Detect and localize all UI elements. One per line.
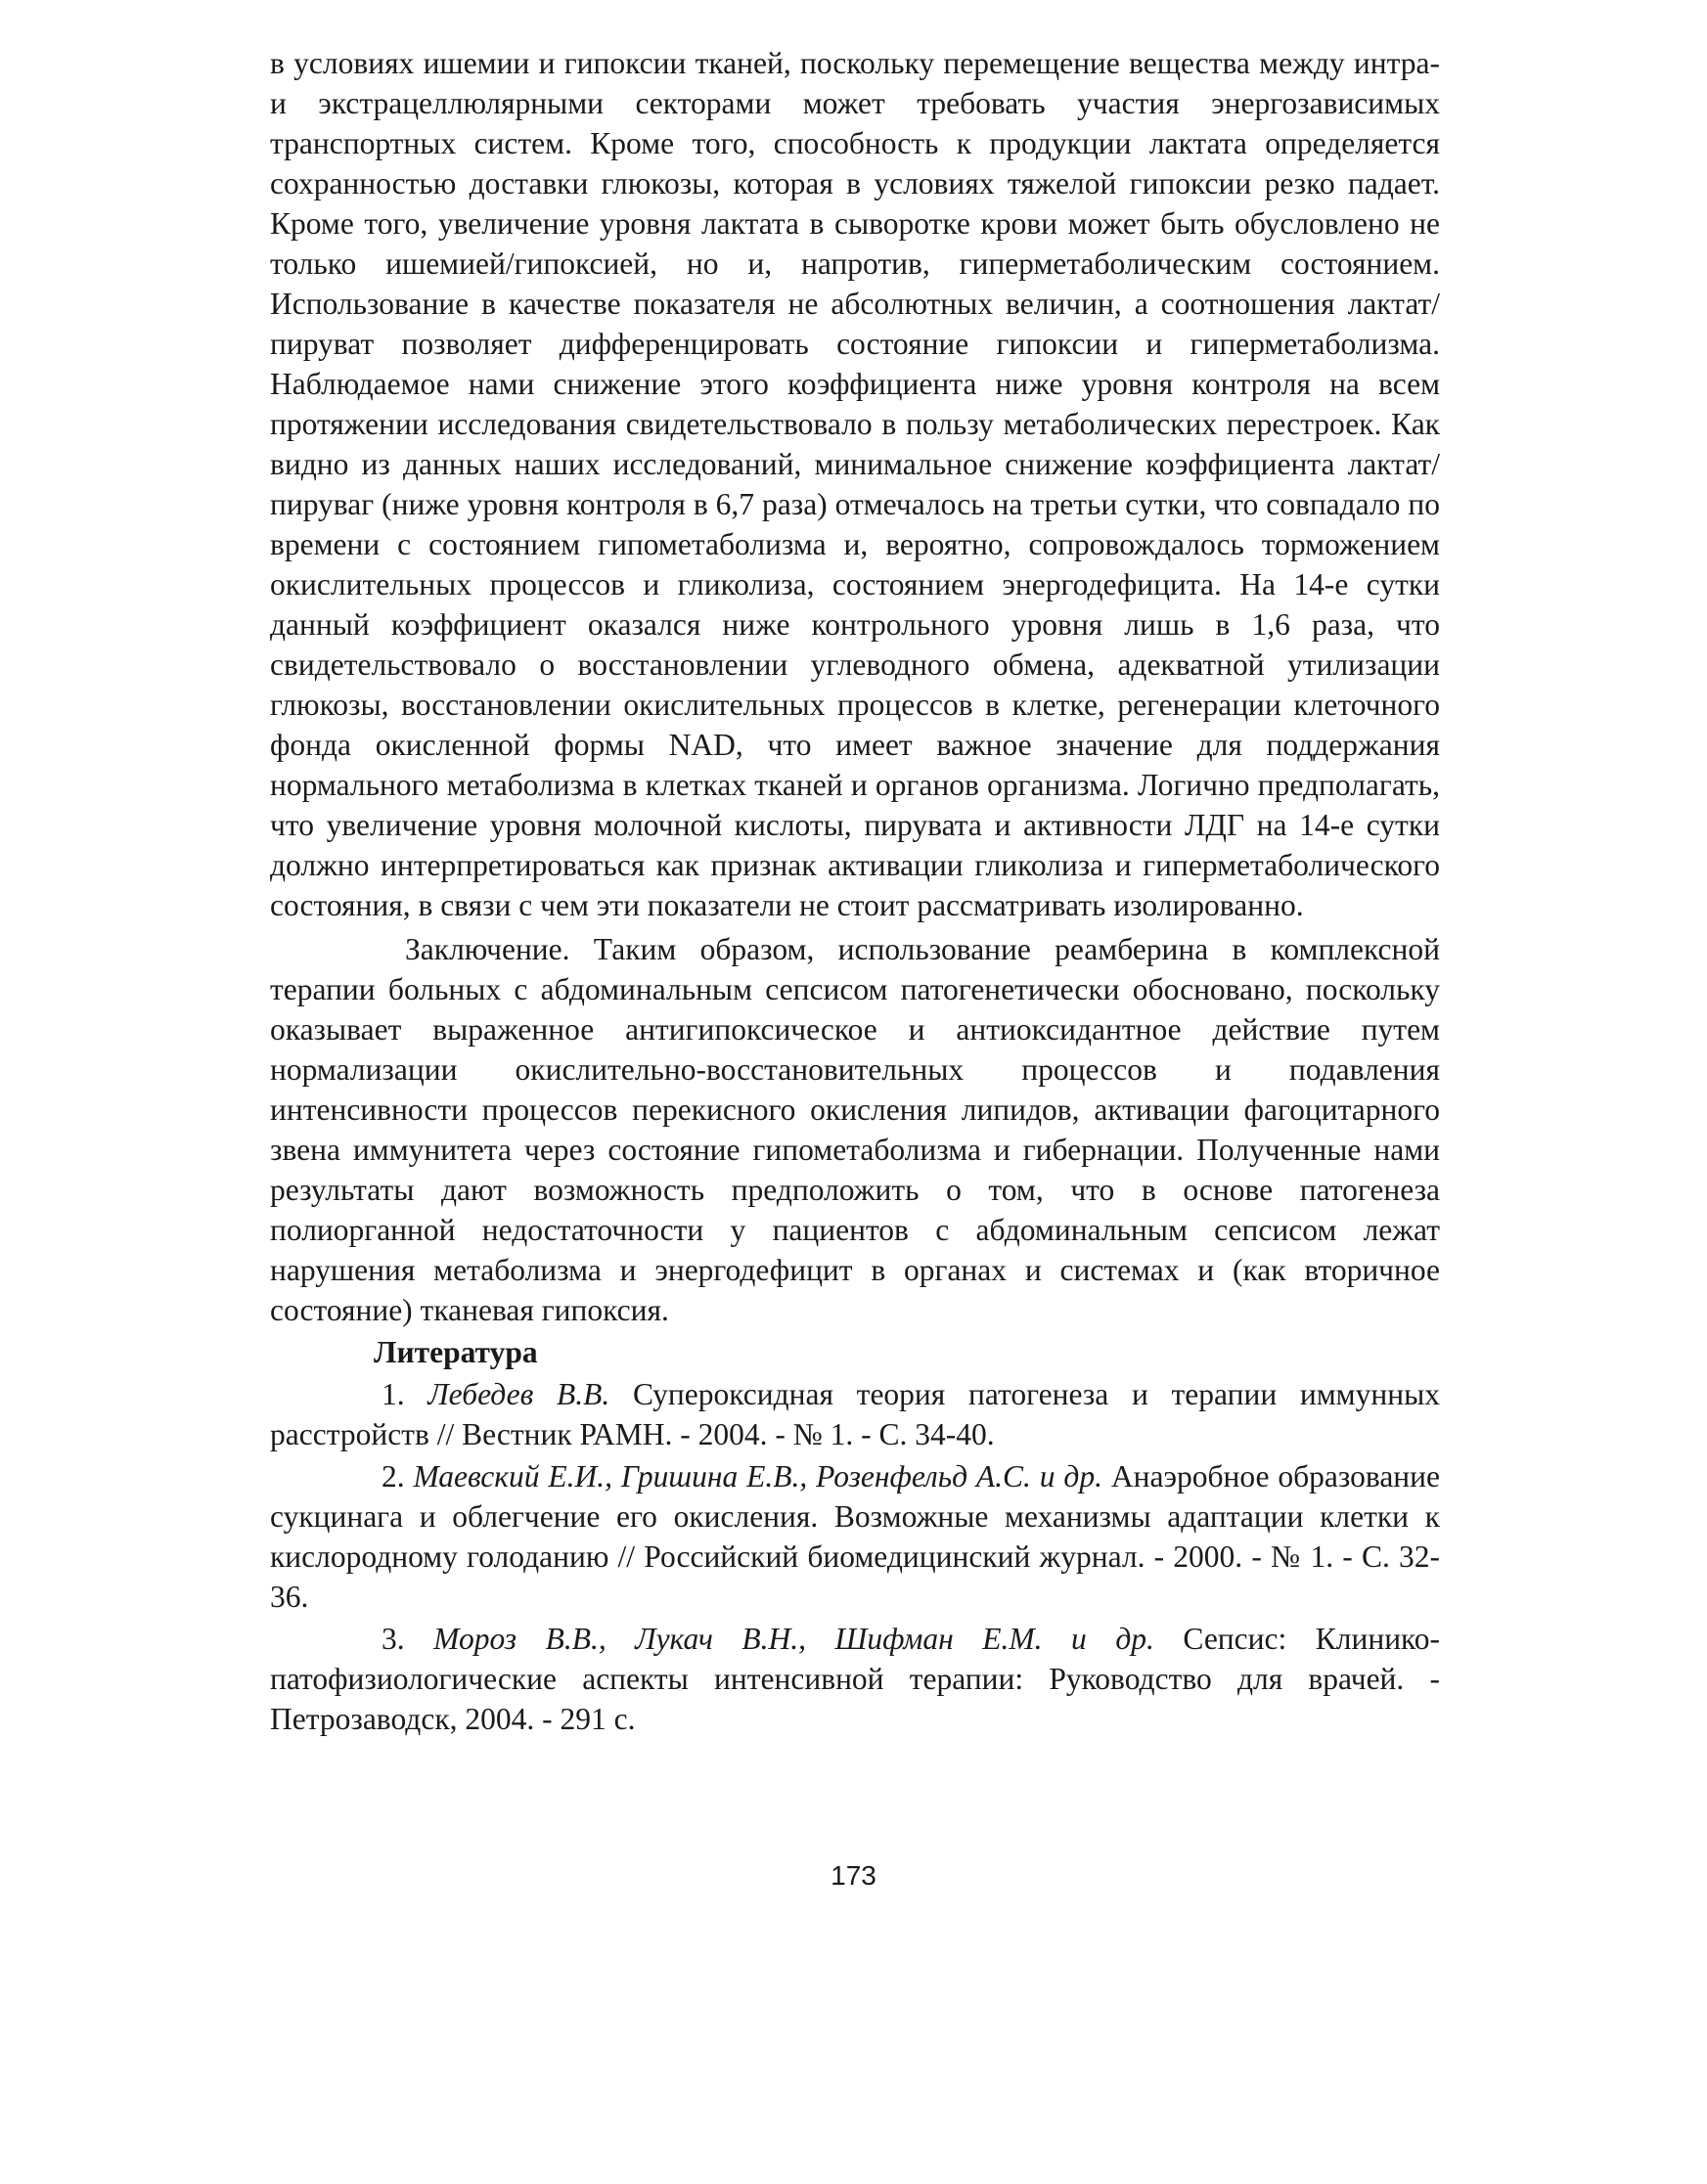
page-content xyxy=(270,43,1440,1739)
page-number: 173 xyxy=(831,1860,876,1891)
reference-text: Супероксидная теория патогенеза и терапии иммунных расстройств // Вестник РАМН. - 2004. - № 1. - С. 34-40. xyxy=(270,1377,1440,1451)
reference-authors: Мороз В.В., Лукач В.Н., Шифман Е.М. и др. xyxy=(433,1622,1154,1656)
body-paragraph-continuation: в условиях ишемии и гипоксии тканей, поскольку перемещение вещества между интра- и экстрацеллюлярными секторами может требовать участия энергозависимых транспортных систем. Кроме того, способность к продукции лактата определяется сохранностью доставки глюкозы, которая в условиях тяжелой гипоксии резко падает. Кроме того, увеличение уровня лактата в сыворотке крови может быть обусловлено не только ишемией/гипоксией, но и, напротив, гиперметаболическим состоянием. Использование в качестве показателя не абсолютных величин, а соотношения лактат/пируват позволяет дифференцировать состояние гипоксии и гиперметаболизма. Наблюдаемое нами снижение этого коэффициента ниже уровня контроля на всем протяжении исследования свидетельствовало в пользу метаболических перестроек. Как видно из данных наших исследований, минимальное снижение коэффициента лактат/пируваг (ниже уровня контроля в 6,7 раза) отмечалось на третьи сутки, что совпадало по времени с состоянием гипометаболизма и, вероятно, сопровождалось торможением окислительных процессов и гликолиза, состоянием энергодефицита. На 14-е сутки данный коэффициент оказался ниже контрольного уровня лишь в 1,6 раза, что свидетельствовало о восстановлении углеводного обмена, адекватной утилизации глюкозы, восстановлении окислительных процессов в клетке, регенерации клеточного фонда окисленной формы NAD, что имеет важное значение для поддержания нормального метаболизма в клетках тканей и органов организма. Логично предполагать, что увеличение уровня молочной кислоты, пирувата и активности ЛДГ на 14-е сутки должно интерпретироваться как признак активации гликолиза и гиперметаболического состояния, в связи с чем эти показатели не стоит рассматривать изолированно. xyxy=(270,46,1440,922)
reference-text: Анаэробное образование сукцинага и облегчение его окисления. Возможные механизмы адаптации клетки к кислородному голоданию // Российский биомедицинский журнал. - 2000. - № 1. - С. 32-36. xyxy=(270,1459,1441,1614)
reference-authors: Лебедев В.В. xyxy=(427,1377,610,1411)
reference-item-3 xyxy=(270,1619,1440,1739)
reference-authors: Маевский Е.И., Гришина Е.В., Розенфельд А.С. и др. xyxy=(413,1459,1102,1493)
conclusion-paragraph: Заключение. Таким образом, использование реамберина в комплексной терапии больных с абдоминальным сепсисом патогенетически обосновано, поскольку оказывает выраженное антигипоксическое и антиоксидантное действие путем нормализации окислительно-восстановительных процессов и подавления интенсивности процессов перекисного окисления липидов, активации фагоцитарного звена иммунитета через состояние гипометаболизма и гибернации. Полученные нами результаты дают возможность предположить о том, что в основе патогенеза полиорганной недостаточности у пациентов с абдоминальным сепсисом лежат нарушения метаболизма и энергодефицит в органах и системах и (как вторичное состояние) тканевая гипоксия. xyxy=(270,932,1440,1327)
reference-number: 2. xyxy=(382,1459,405,1493)
reference-number: 1. xyxy=(382,1377,405,1411)
reference-number: 3. xyxy=(382,1622,405,1656)
reference-item-1 xyxy=(270,1374,1440,1454)
reference-text: Сепсис: Клинико-патофизиологические аспекты интенсивной терапии: Руководство для врачей. - Петрозаводск, 2004. - 291 с. xyxy=(270,1622,1440,1736)
reference-item-2 xyxy=(270,1456,1440,1617)
literature-heading: Литература xyxy=(374,1335,538,1369)
